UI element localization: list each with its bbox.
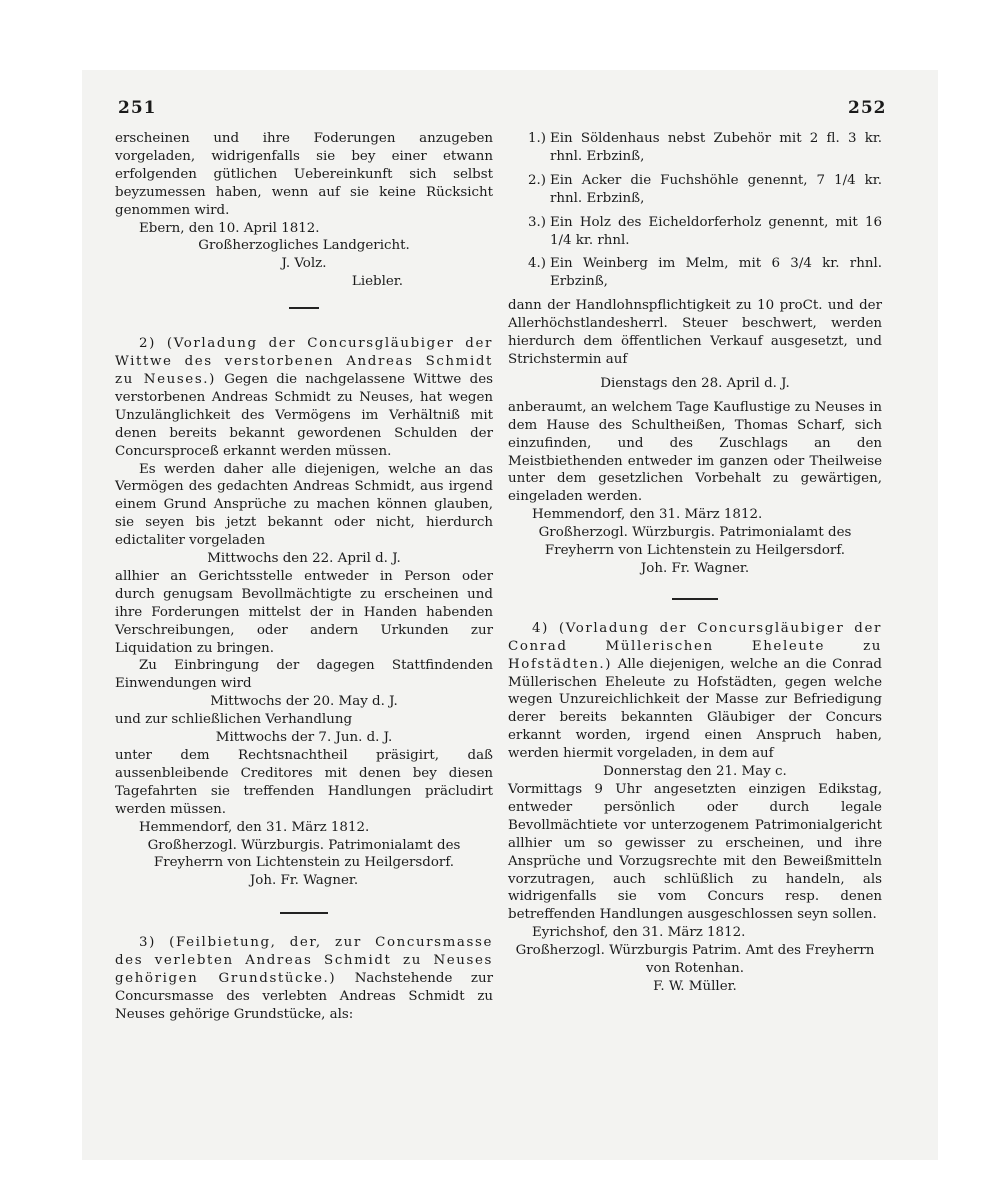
office-name: Freyherrn von Lichtenstein zu Heilgersdorf. [153, 855, 455, 871]
item-text: Ein Acker die Fuchshöhle genennt, 7 1/4 kr. rhnl. Erbzinß, [550, 172, 882, 206]
office-name: Großherzogl. Würzburgis Patrim. Amt des Freyherrn von Rotenhan. [515, 943, 875, 977]
signature: J. Volz. [281, 256, 327, 272]
signature: Joh. Fr. Wagner. [249, 873, 359, 889]
notice-paragraph: Vormittags 9 Uhr angesetzten einzigen Edikstag, entweder persönlich oder durch legale Bevollmächtiete vor unterzogenem Patrimonialgericht allhier um so gewisser zu erscheinen, und ihre Ansprüche und Vorzugsrechte mit den Beweißmitteln vorzutragen, auch schlüßlich zu handeln, als widrigenfalls sie vom Concurs resp. denen betreffenden Handlungen ausgeschlossen seyn sollen. [508, 782, 882, 923]
notice-paragraph: Es werden daher alle diejenigen, welche an das Vermögen des gedachten Andreas Schmidt, aus irgend einem Grund Ansprüche zu machen können glauben, sie seyen bis jetzt bekannt oder nicht, hierdurch edictaliter vorgeladen [115, 461, 493, 549]
notice-text: Gegen die nachgelassene Wittwe des verstorbenen Andreas Schmidt zu Neuses, hat wegen Unzulänglichkeit des Vermögens im Verhältniß mit denen bereits bekannt gewordenen Schulden der Concursproceß erkannt werden müssen. [115, 371, 493, 459]
hearing-date: Mittwochs der 20. May d. J. [210, 694, 398, 710]
page-number-right: 252 [848, 98, 887, 118]
section-divider [280, 912, 328, 914]
hearing-date: Donnerstag den 21. May c. [603, 764, 787, 780]
office-name: Großherzogl. Würzburgis. Patrimonialamt des [538, 525, 852, 541]
notice-paragraph: dann der Handlohnspflichtigkeit zu 10 proCt. und der Allerhöchstlandesherrl. Steuer beschwert, werden hierdurch dem öffentlichen Verkauf ausgesetzt, und Strichstermin auf [508, 298, 882, 367]
notice-paragraph: unter dem Rechtsnachtheil präsigirt, daß aussenbleibende Creditores mit denen bey diesen Tagefahrten sie treffenden Handlungen präcludirt werden müssen. [115, 748, 493, 817]
property-item [508, 255, 882, 291]
office-name: Großherzogl. Würzburgis. Patrimonialamt des [147, 837, 461, 853]
section-divider [672, 598, 718, 600]
notice-paragraph: anberaumt, an welchem Tage Kauflustige zu Neuses in dem Hause des Schultheißen, Thomas Scharf, sich einzufinden, und des Zuschlags an den Meistbiethenden entweder im ganzen oder Theilweise unter dem gesetzlichen Vorbehalt zu gewärtigen, eingeladen werden. [508, 399, 882, 505]
item-text: Ein Söldenhaus nebst Zubehör mit 2 fl. 3 kr. rhnl. Erbzinß, [550, 131, 882, 164]
property-item [508, 214, 882, 250]
notice-2-heading [115, 335, 493, 460]
item-text: Ein Holz des Eicheldorferholz genennt, mit 16 1/4 kr. rhnl. [550, 214, 882, 248]
signature: Liebler. [351, 274, 403, 290]
intro-paragraph: erscheinen und ihre Foderungen anzugeben vorgeladen, widrigenfalls sie bey einer etwann erfolgenden gütlichen Uebereinkunft sich selbst beyzumessen haben, wenn auf sie keine Rücksicht genommen wird. [115, 131, 493, 218]
notice-4-heading [508, 620, 882, 763]
court-name: Großherzogliches Landgericht. [198, 238, 410, 254]
place-date: Ebern, den 10. April 1812. [139, 220, 320, 236]
item-number: 3.) [527, 214, 546, 230]
notice-heading: 4) (Vorladung der Concursgläubiger der Conrad Müllerischen Eheleute zu Hofstädten.) [508, 620, 882, 672]
right-column [508, 130, 882, 996]
section-divider [289, 307, 319, 309]
notice-3-heading [115, 934, 493, 1024]
office-name: Freyherrn von Lichtenstein zu Heilgersdorf. [544, 543, 846, 559]
item-number: 4.) [527, 256, 546, 272]
notice-paragraph: Zu Einbringung der dagegen Stattfindenden Einwendungen wird [115, 658, 493, 692]
page-number-left: 251 [118, 98, 157, 118]
item-number: 2.) [527, 172, 546, 188]
notice-heading: 3) (Feilbietung, der, zur Concursmasse des verlebten Andreas Schmidt zu Neuses gehörigen Grundstücke.) [115, 935, 493, 987]
hearing-date: Mittwochs den 22. April d. J. [207, 551, 401, 567]
item-number: 1.) [527, 131, 546, 146]
property-item [508, 130, 882, 166]
property-item [508, 172, 882, 208]
place-date: Eyrichshof, den 31. März 1812. [532, 925, 746, 941]
signature: Joh. Fr. Wagner. [640, 560, 750, 576]
notice-paragraph: allhier an Gerichtsstelle entweder in Person oder durch genugsam Bevollmächtigte zu erscheinen und ihre Forderungen mittelst der in Handen habenden Verschreibungen, oder andern Urkunden zur Liquidation zu bringen. [115, 568, 493, 656]
hearing-date: Mittwochs der 7. Jun. d. J. [215, 730, 393, 746]
notice-text: Alle diejenigen, welche an die Conrad Müllerischen Eheleute zu Hofstädten, gegen welche wegen Unzureichlichkeit der Masse zur Befriedigung derer bereits bekannten Gläubiger der Concurs erkannt worden, irgend einen Anspruch haben, werden hiermit vorgeladen, in dem auf [508, 656, 883, 762]
notice-paragraph: und zur schließlichen Verhandlung [115, 712, 353, 728]
signature: F. W. Müller. [653, 978, 737, 994]
place-date: Hemmendorf, den 31. März 1812. [532, 507, 763, 523]
notice-heading: 2) (Vorladung der Concursgläubiger der Wittwe des verstorbenen Andreas Schmidt zu Neuses.) [115, 336, 493, 387]
left-column [115, 130, 493, 1024]
notice-text: Nachstehende zur Concursmasse des verlebten Andreas Schmidt zu Neuses gehörige Grundstücke, als: [115, 971, 493, 1022]
hearing-date: Dienstags den 28. April d. J. [600, 375, 790, 391]
place-date: Hemmendorf, den 31. März 1812. [139, 819, 370, 835]
item-text: Ein Weinberg im Melm, mit 6 3/4 kr. rhnl. Erbzinß, [550, 256, 882, 290]
